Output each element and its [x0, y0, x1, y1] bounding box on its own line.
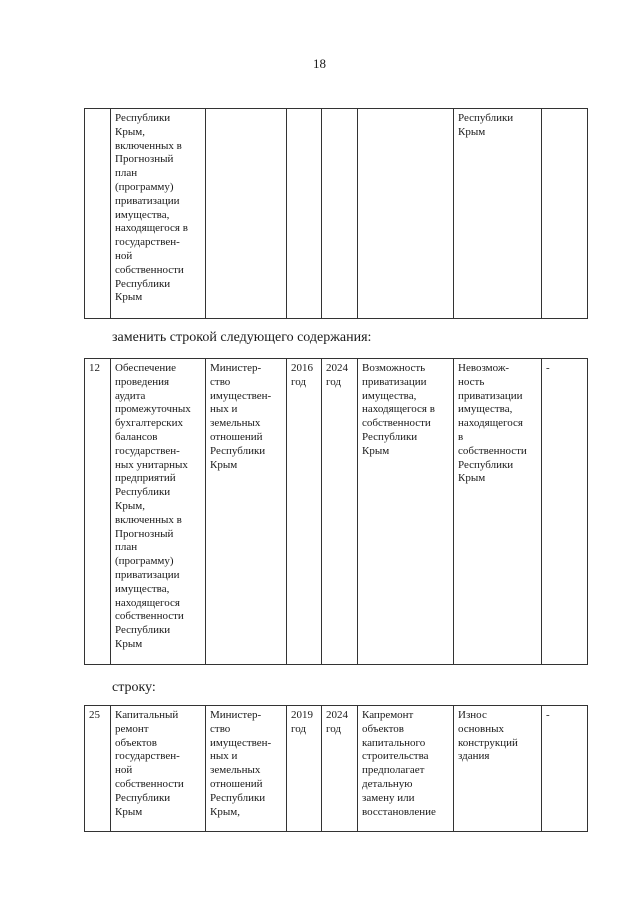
cell-text-line: объектов — [115, 736, 157, 749]
cell-text-line: Министер- — [210, 709, 262, 721]
cell-text-line: план — [115, 167, 138, 180]
cell-text-line: отношений — [210, 430, 263, 443]
cell-text-line: Республики — [458, 112, 514, 124]
cell-text-line: собственности — [115, 777, 184, 790]
page-number: 18 — [313, 56, 326, 71]
cell-text-line: предполагает — [362, 764, 425, 777]
cell-text-line: 2019 — [291, 709, 313, 721]
table-row — [85, 359, 588, 665]
cell-text-line: приватизации — [115, 194, 180, 207]
cell-text-line: имуществен- — [210, 736, 272, 749]
cell-text-line: год — [291, 375, 307, 388]
cell-executor — [206, 359, 287, 665]
cell-consequence — [454, 359, 542, 665]
cell-text-line: промежуточных — [115, 403, 191, 416]
cell-text-line: имущества, — [458, 403, 513, 416]
cell-text-line: детальную — [362, 777, 413, 790]
cell-link — [542, 109, 588, 319]
cell-text-line: Капитальный — [115, 709, 179, 721]
cell-text-line: Крым, — [115, 499, 145, 512]
cell-text-line: Республики — [115, 277, 171, 290]
cell-consequence — [454, 706, 542, 832]
cell-text-line: Прогнозный — [115, 153, 174, 166]
cell-text-line: ность — [458, 375, 485, 388]
cell-text-line: находящегося — [115, 596, 180, 609]
cell-text-line: ных унитарных — [115, 458, 188, 471]
cell-text-line: земельных — [210, 417, 261, 430]
cell-result — [358, 109, 454, 319]
cell-text-line: Износ — [458, 709, 487, 721]
cell-text-line: Республики — [210, 791, 266, 804]
cell-text-line: Возможность — [362, 362, 426, 374]
cell-start-year — [287, 706, 322, 832]
cell-text-line: Крым — [458, 472, 486, 485]
cell-text-line: Республики — [115, 112, 171, 124]
cell-text-line: приватизации — [458, 389, 523, 402]
cell-text-line: ных и — [210, 403, 238, 416]
cell-result — [358, 706, 454, 832]
cell-text-line: 2024 — [326, 362, 348, 374]
cell-number: 12 — [85, 359, 111, 665]
table-row — [85, 706, 588, 832]
table-replacement-row — [84, 358, 588, 665]
cell-text-line: Республики — [458, 458, 514, 471]
cell-text-line: в — [458, 430, 464, 443]
cell-end-year — [322, 109, 358, 319]
cell-text-line: находящегося в — [362, 403, 435, 416]
table-fragment-top — [84, 108, 588, 319]
cell-text-line: включенных в — [115, 513, 182, 526]
cell-text-line: Республики — [115, 624, 171, 637]
cell-text-line: Невозмож- — [458, 362, 510, 374]
cell-text-line: восстановление — [362, 805, 436, 818]
cell-text-line: Крым — [362, 444, 390, 457]
cell-end-year — [322, 359, 358, 665]
cell-text-line: Крым, — [115, 125, 145, 138]
cell-text-line: государствен- — [115, 236, 180, 249]
cell-text-line: имуществен- — [210, 389, 272, 402]
cell-text-line: государствен- — [115, 444, 180, 457]
cell-text-line: Республики — [115, 791, 171, 804]
cell-text-line: находящегося в — [115, 222, 188, 235]
cell-text-line: приватизации — [362, 375, 427, 388]
cell-text-line: год — [326, 722, 342, 735]
cell-text-line: ство — [210, 375, 231, 388]
cell-text-line: 2016 — [291, 362, 313, 374]
cell-text-line: собственности — [115, 263, 184, 276]
cell-text-line: (программу) — [115, 555, 174, 568]
cell-text-line: Капремонт — [362, 709, 414, 721]
cell-number: 25 — [85, 706, 111, 832]
cell-text-line: отношений — [210, 777, 263, 790]
cell-text-line: год — [291, 722, 307, 735]
cell-text-line: (программу) — [115, 180, 174, 193]
cell-text-line: ной — [115, 249, 133, 262]
cell-text-line: собственности — [362, 417, 431, 430]
cell-link: - — [542, 359, 588, 665]
cell-text-line: собственности — [458, 444, 527, 457]
cell-text-line: ной — [115, 764, 133, 777]
cell-text-line: здания — [458, 750, 490, 763]
cell-text-line: Министер- — [210, 362, 262, 374]
cell-text-line: капитального — [362, 736, 426, 749]
cell-text-line: имущества, — [115, 582, 170, 595]
cell-text-line: год — [326, 375, 342, 388]
cell-text-line: находящегося — [458, 417, 523, 430]
cell-text-line: Республики — [115, 486, 171, 499]
cell-text-line: конструкций — [458, 736, 518, 749]
cell-text-line: имущества, — [362, 389, 417, 402]
cell-number — [85, 109, 111, 319]
cell-text-line: ство — [210, 722, 231, 735]
cell-text-line: 2024 — [326, 709, 348, 721]
cell-executor — [206, 109, 287, 319]
cell-text-line: балансов — [115, 430, 158, 443]
cell-text-line: бухгалтерских — [115, 417, 183, 430]
cell-text-line: Крым — [458, 125, 486, 138]
cell-start-year — [287, 109, 322, 319]
cell-event — [111, 706, 206, 832]
cell-executor — [206, 706, 287, 832]
cell-text-line: приватизации — [115, 568, 180, 581]
cell-end-year — [322, 706, 358, 832]
cell-text-line: предприятий — [115, 472, 176, 485]
cell-text-line: Республики — [362, 430, 418, 443]
cell-link: - — [542, 706, 588, 832]
cell-event — [111, 109, 206, 319]
cell-text-line: замену или — [362, 791, 415, 804]
cell-text-line: Республики — [210, 444, 266, 457]
cell-text-line: Крым, — [210, 805, 240, 818]
cell-result — [358, 359, 454, 665]
table-row — [85, 109, 588, 319]
cell-text-line: план — [115, 541, 138, 554]
cell-text-line: земельных — [210, 764, 261, 777]
cell-text-line: Крым — [115, 637, 143, 650]
cell-text-line: Обеспечение — [115, 362, 176, 374]
cell-consequence — [454, 109, 542, 319]
cell-text-line: включенных в — [115, 139, 182, 152]
cell-text-line: ремонт — [115, 722, 149, 735]
cell-text-line: государствен- — [115, 750, 180, 763]
cell-text-line: строительства — [362, 750, 429, 763]
cell-text-line: ных и — [210, 750, 238, 763]
replace-instruction: заменить строкой следующего содержания: — [112, 330, 372, 345]
cell-text-line: Прогнозный — [115, 527, 174, 540]
cell-text-line: Крым — [210, 458, 238, 471]
cell-event — [111, 359, 206, 665]
cell-text-line: проведения — [115, 375, 170, 388]
cell-text-line: объектов — [362, 722, 404, 735]
cell-text-line: собственности — [115, 610, 184, 623]
cell-text-line: имущества, — [115, 208, 170, 221]
cell-text-line: аудита — [115, 389, 146, 402]
row-instruction: строку: — [112, 680, 156, 695]
cell-text-line: Крым — [115, 291, 143, 304]
table-row-25 — [84, 705, 588, 832]
cell-start-year — [287, 359, 322, 665]
cell-text-line: основных — [458, 722, 505, 735]
cell-text-line: Крым — [115, 805, 143, 818]
